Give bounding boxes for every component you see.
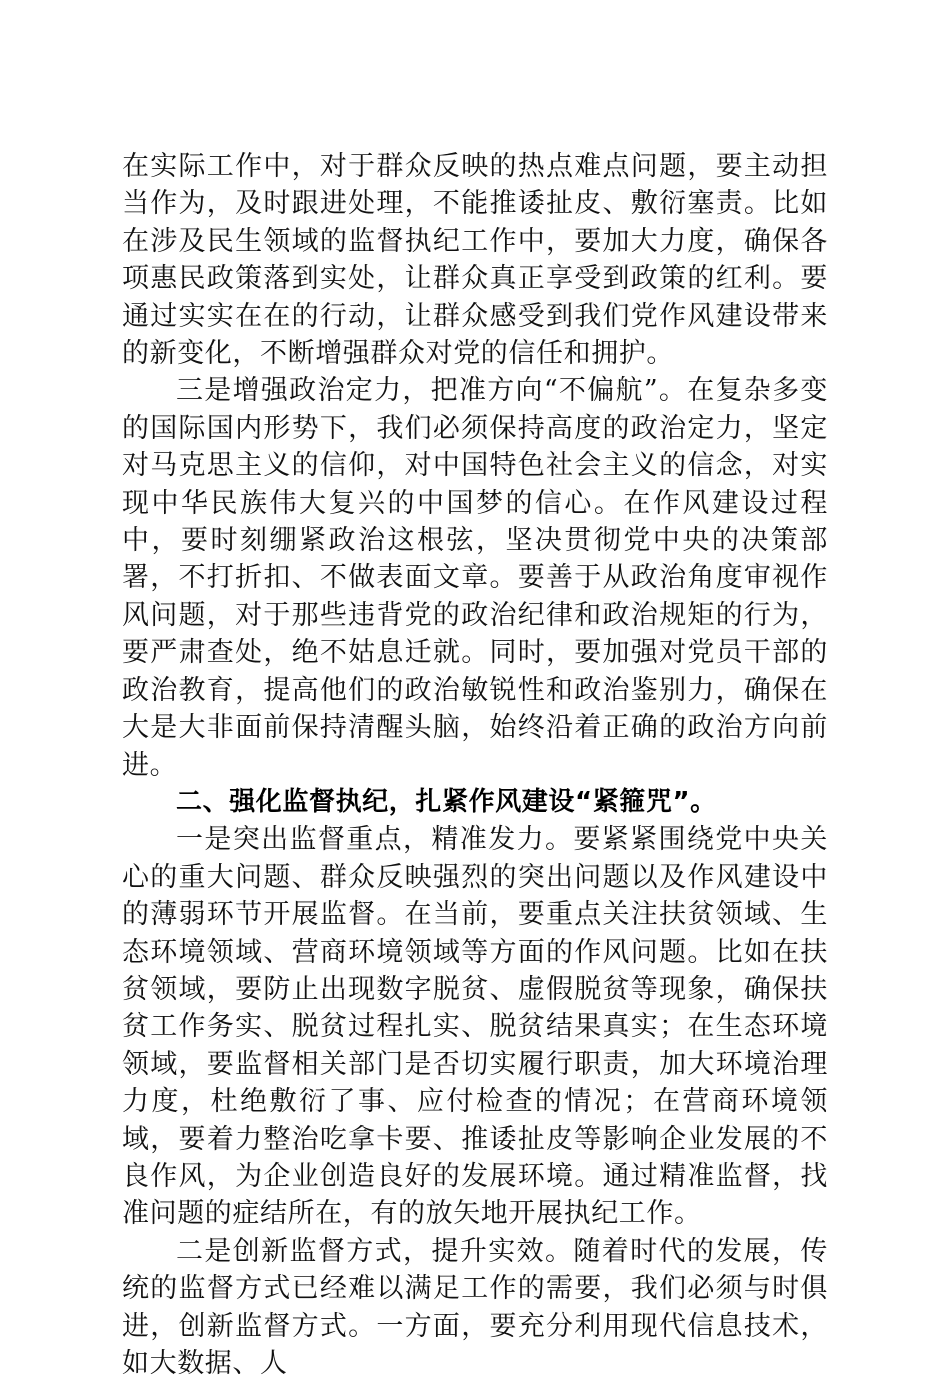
document-page xyxy=(122,148,828,1382)
body-paragraph-4: 二是创新监督方式，提升实效。随着时代的发展，传统的监督方式已经难以满足工作的需要，我们必须与时俱进，创新监督方式。一方面，要充分利用现代信息技术，如大数据、人 xyxy=(122,1235,828,1379)
body-paragraph-2: 三是增强政治定力，把准方向“不偏航”。在复杂多变的国际国内形势下，我们必须保持高度的政治定力，坚定对马克思主义的信仰，对中国特色社会主义的信念，对实现中华民族伟大复兴的中国梦的信心。在作风建设过程中，要时刻绷紧政治这根弦，坚决贯彻党中央的决策部署，不打折扣、不做表面文章。要善于从政治角度审视作风问题，对于那些违背党的政治纪律和政治规矩的行为，要严肃查处，绝不姑息迁就。同时，要加强对党员干部的政治教育，提高他们的政治敏锐性和政治鉴别力，确保在大是大非面前保持清醒头脑，始终沿着正确的政治方向前进。 xyxy=(122,375,828,781)
section-heading: 二、强化监督执纪，扎紧作风建设“紧箍咒”。 xyxy=(176,786,717,817)
body-paragraph-3: 一是突出监督重点，精准发力。要紧紧围绕党中央关心的重大问题、群众反映强烈的突出问题以及作风建设中的薄弱环节开展监督。在当前，要重点关注扶贫领域、生态环境领域、营商环境领域等方面的作风问题。比如在扶贫领域，要防止出现数字脱贫、虚假脱贫等现象，确保扶贫工作务实、脱贫过程扎实、脱贫结果真实；在生态环境领域，要监督相关部门是否切实履行职责，加大环境治理力度，杜绝敷衍了事、应付检查的情况；在营商环境领域，要着力整治吃拿卡要、推诿扯皮等影响企业发展的不良作风，为企业创造良好的发展环境。通过精准监督，找准问题的症结所在，有的放矢地开展执纪工作。 xyxy=(122,824,828,1230)
body-paragraph-1: 在实际工作中，对于群众反映的热点难点问题，要主动担当作为，及时跟进处理，不能推诿扯皮、敷衍塞责。比如在涉及民生领域的监督执纪工作中，要加大力度，确保各项惠民政策落到实处，让群众真正享受到政策的红利。要通过实实在在的行动，让群众感受到我们党作风建设带来的新变化，不断增强群众对党的信任和拥护。 xyxy=(122,151,828,370)
